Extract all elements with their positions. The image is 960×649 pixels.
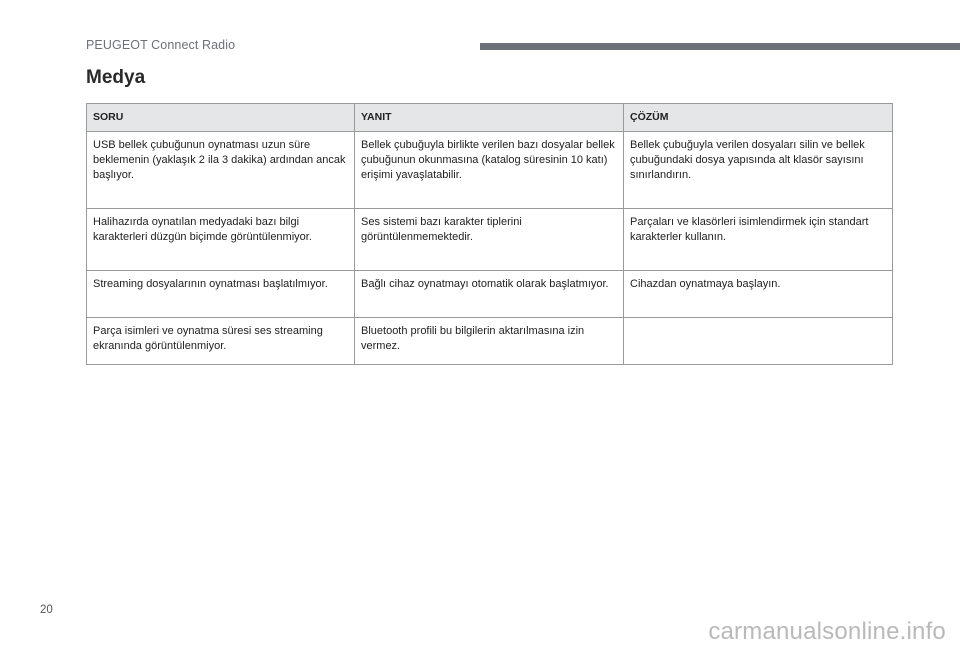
column-header-question: SORU bbox=[87, 104, 355, 132]
watermark: carmanualsonline.info bbox=[708, 618, 946, 645]
solution-cell: Cihazdan oynatmaya başlayın. bbox=[624, 271, 893, 318]
question-cell: USB bellek çubuğunun oynatması uzun süre beklemenin (yaklaşık 2 ila 3 dakika) ardından ancak başlıyor. bbox=[87, 132, 355, 209]
table-row bbox=[87, 209, 893, 271]
running-header: PEUGEOT Connect Radio bbox=[86, 38, 236, 52]
solution-cell bbox=[624, 318, 893, 365]
question-cell: Parça isimleri ve oynatma süresi ses streaming ekranında görüntülenmiyor. bbox=[87, 318, 355, 365]
table-row bbox=[87, 132, 893, 209]
solution-cell: Bellek çubuğuyla verilen dosyaları silin ve bellek çubuğundaki dosya yapısında alt klasör sayısını sınırlandırın. bbox=[624, 132, 893, 209]
faq-table bbox=[86, 103, 893, 365]
question-cell: Halihazırda oynatılan medyadaki bazı bilgi karakterleri düzgün biçimde görüntülenmiyor. bbox=[87, 209, 355, 271]
answer-cell: Bağlı cihaz oynatmayı otomatik olarak başlatmıyor. bbox=[355, 271, 624, 318]
column-header-solution: ÇÖZÜM bbox=[624, 104, 893, 132]
table-row bbox=[87, 318, 893, 365]
table-header-row bbox=[87, 104, 893, 132]
answer-cell: Bluetooth profili bu bilgilerin aktarılmasına izin vermez. bbox=[355, 318, 624, 365]
question-cell: Streaming dosyalarının oynatması başlatılmıyor. bbox=[87, 271, 355, 318]
solution-cell: Parçaları ve klasörleri isimlendirmek için standart karakterler kullanın. bbox=[624, 209, 893, 271]
header-bar bbox=[480, 43, 960, 50]
page-number: 20 bbox=[40, 604, 53, 616]
answer-cell: Ses sistemi bazı karakter tiplerini görüntülenmemektedir. bbox=[355, 209, 624, 271]
answer-cell: Bellek çubuğuyla birlikte verilen bazı dosyalar bellek çubuğunun okunmasına (katalog süresinin 10 katı) erişimi yavaşlatabilir. bbox=[355, 132, 624, 209]
section-title: Medya bbox=[86, 67, 146, 88]
column-header-answer: YANIT bbox=[355, 104, 624, 132]
table-row bbox=[87, 271, 893, 318]
